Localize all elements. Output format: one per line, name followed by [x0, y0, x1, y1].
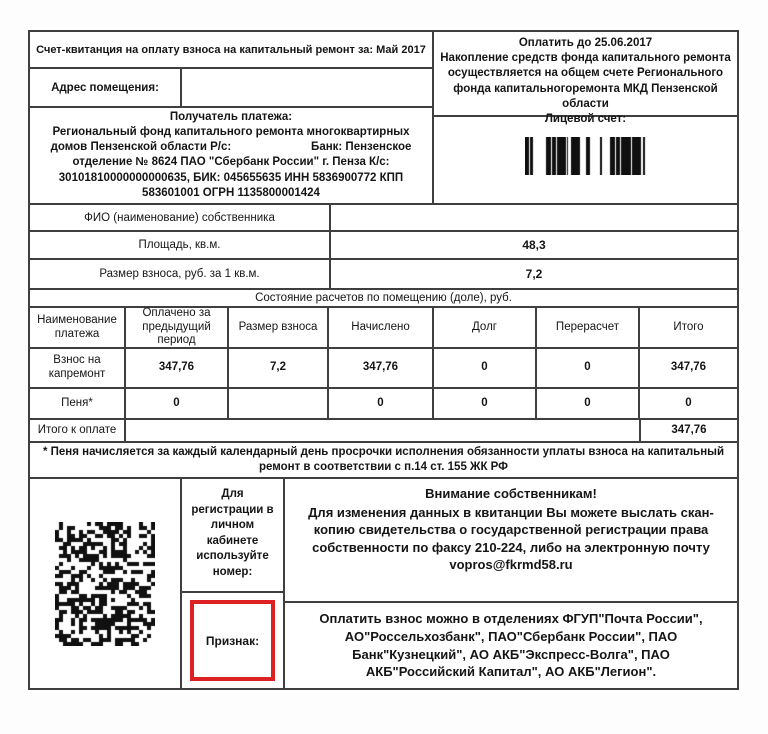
rate-value: 7,2	[525, 267, 543, 281]
cell-paid-prev: 0	[126, 389, 229, 418]
attention-text: Для изменения данных в квитанции Вы можете выслать скан-копию свидетельства о государственной регистрации права собственности по факсу 210-224, либо на электронную почту vopros@fkrmd58.ru	[308, 504, 714, 573]
header-left	[30, 32, 434, 203]
registration-note: Для регистрации в личном кабинете используйте номер:	[182, 479, 283, 593]
col-header-debt: Долг	[434, 308, 537, 347]
payee-cell	[30, 108, 432, 203]
cell-debt: 0	[434, 349, 537, 387]
payments-section-title: Состояние расчетов по помещению (доле), руб.	[30, 290, 737, 308]
area-label: Площадь, кв.м.	[30, 232, 331, 258]
cell-rate	[229, 389, 329, 418]
cell-paid-prev: 347,76	[126, 349, 229, 387]
payments-table-header	[30, 308, 737, 349]
cell-rate: 7,2	[229, 349, 329, 387]
rate-label: Размер взноса, руб. за 1 кв.м.	[30, 260, 331, 288]
header-right	[434, 32, 737, 203]
account-label: Лицевой счет:	[544, 112, 627, 125]
cell-total: 347,76	[670, 361, 707, 374]
fio-row	[30, 205, 737, 232]
barcode-icon	[525, 137, 647, 175]
middle-column	[182, 479, 285, 688]
attention-cell	[285, 479, 737, 603]
sign-highlight-box	[190, 600, 275, 681]
notices-column	[285, 479, 737, 688]
row-name: Взнос на капремонт	[30, 349, 126, 387]
area-row	[30, 232, 737, 260]
sign-label: Признак:	[205, 633, 260, 648]
address-value	[182, 69, 432, 106]
sign-cell	[182, 593, 283, 688]
cell-recalc: 0	[537, 389, 640, 418]
area-value: 48,3	[522, 238, 546, 252]
cell-accrued: 0	[329, 389, 434, 418]
rate-row	[30, 260, 737, 290]
total-row	[30, 420, 737, 443]
cell-recalc: 0	[537, 349, 640, 387]
attention-title: Внимание собственникам!	[425, 486, 597, 501]
col-header-accrued: Начислено	[329, 308, 434, 347]
header-block	[30, 32, 737, 205]
col-header-total: Итого	[673, 320, 704, 333]
fio-value	[331, 205, 737, 230]
barcode-cell	[434, 117, 737, 203]
table-row-contribution	[30, 349, 737, 389]
bottom-block	[30, 479, 737, 688]
col-header-recalc: Перерасчет	[537, 308, 640, 347]
table-row-penalty	[30, 389, 737, 420]
payment-info-cell	[434, 32, 737, 125]
cell-accrued: 347,76	[329, 349, 434, 387]
total-value: 347,76	[671, 423, 707, 436]
total-label: Итого к оплате	[30, 420, 126, 441]
cell-debt: 0	[434, 389, 537, 418]
payment-places: Оплатить взнос можно в отделениях ФГУП"Почта России", АО"Россельхозбанк", ПАО"Сбербанк России", ПАО Банк"Кузнецкий", АО АКБ"Экспресс-Волга", ПАО АКБ"Российский Капитал", АО АКБ"Легион".	[319, 610, 703, 680]
payee-label: Получатель платежа:	[169, 110, 293, 123]
col-header-name: Наименование платежа	[30, 308, 126, 347]
receipt-title: Счет-квитанция на оплату взноса на капитальный ремонт за: Май 2017	[30, 32, 432, 69]
fio-label: ФИО (наименование) собственника	[30, 205, 331, 230]
qr-code-icon	[55, 522, 155, 646]
pay-due-date: Оплатить до 25.06.2017	[518, 37, 653, 49]
total-spacer	[126, 420, 641, 441]
fund-note: Накопление средств фонда капитального ремонта осуществляется на общем счете Регионального фонда капитальногоремонта МКД Пензенской области	[440, 52, 731, 110]
row-name: Пеня*	[30, 389, 126, 418]
qr-cell	[30, 479, 182, 688]
cell-total: 0	[685, 396, 692, 409]
penalty-footnote: * Пеня начисляется за каждый календарный день просрочки исполнения обязанности уплаты взноса на капитальный ремонт в соответствии с п.14 ст. 155 ЖК РФ	[30, 443, 737, 479]
receipt-document	[28, 30, 739, 690]
address-label: Адрес помещения:	[30, 69, 182, 106]
col-header-paid-prev: Оплачено за предыдущий период	[126, 308, 229, 347]
col-header-rate: Размер взноса	[229, 308, 329, 347]
address-row	[30, 69, 432, 108]
payee-details: Региональный фонд капитального ремонта многоквартирных домов Пензенской области Р/с: Банк: Пензенское отделение № 8624 ПАО "Сбербанк России" г. Пенза К/с: 30101810000000000635, БИК: 045655635 ИНН 5836900772 КПП 583601001 ОГРН 1135800001424	[50, 126, 412, 199]
